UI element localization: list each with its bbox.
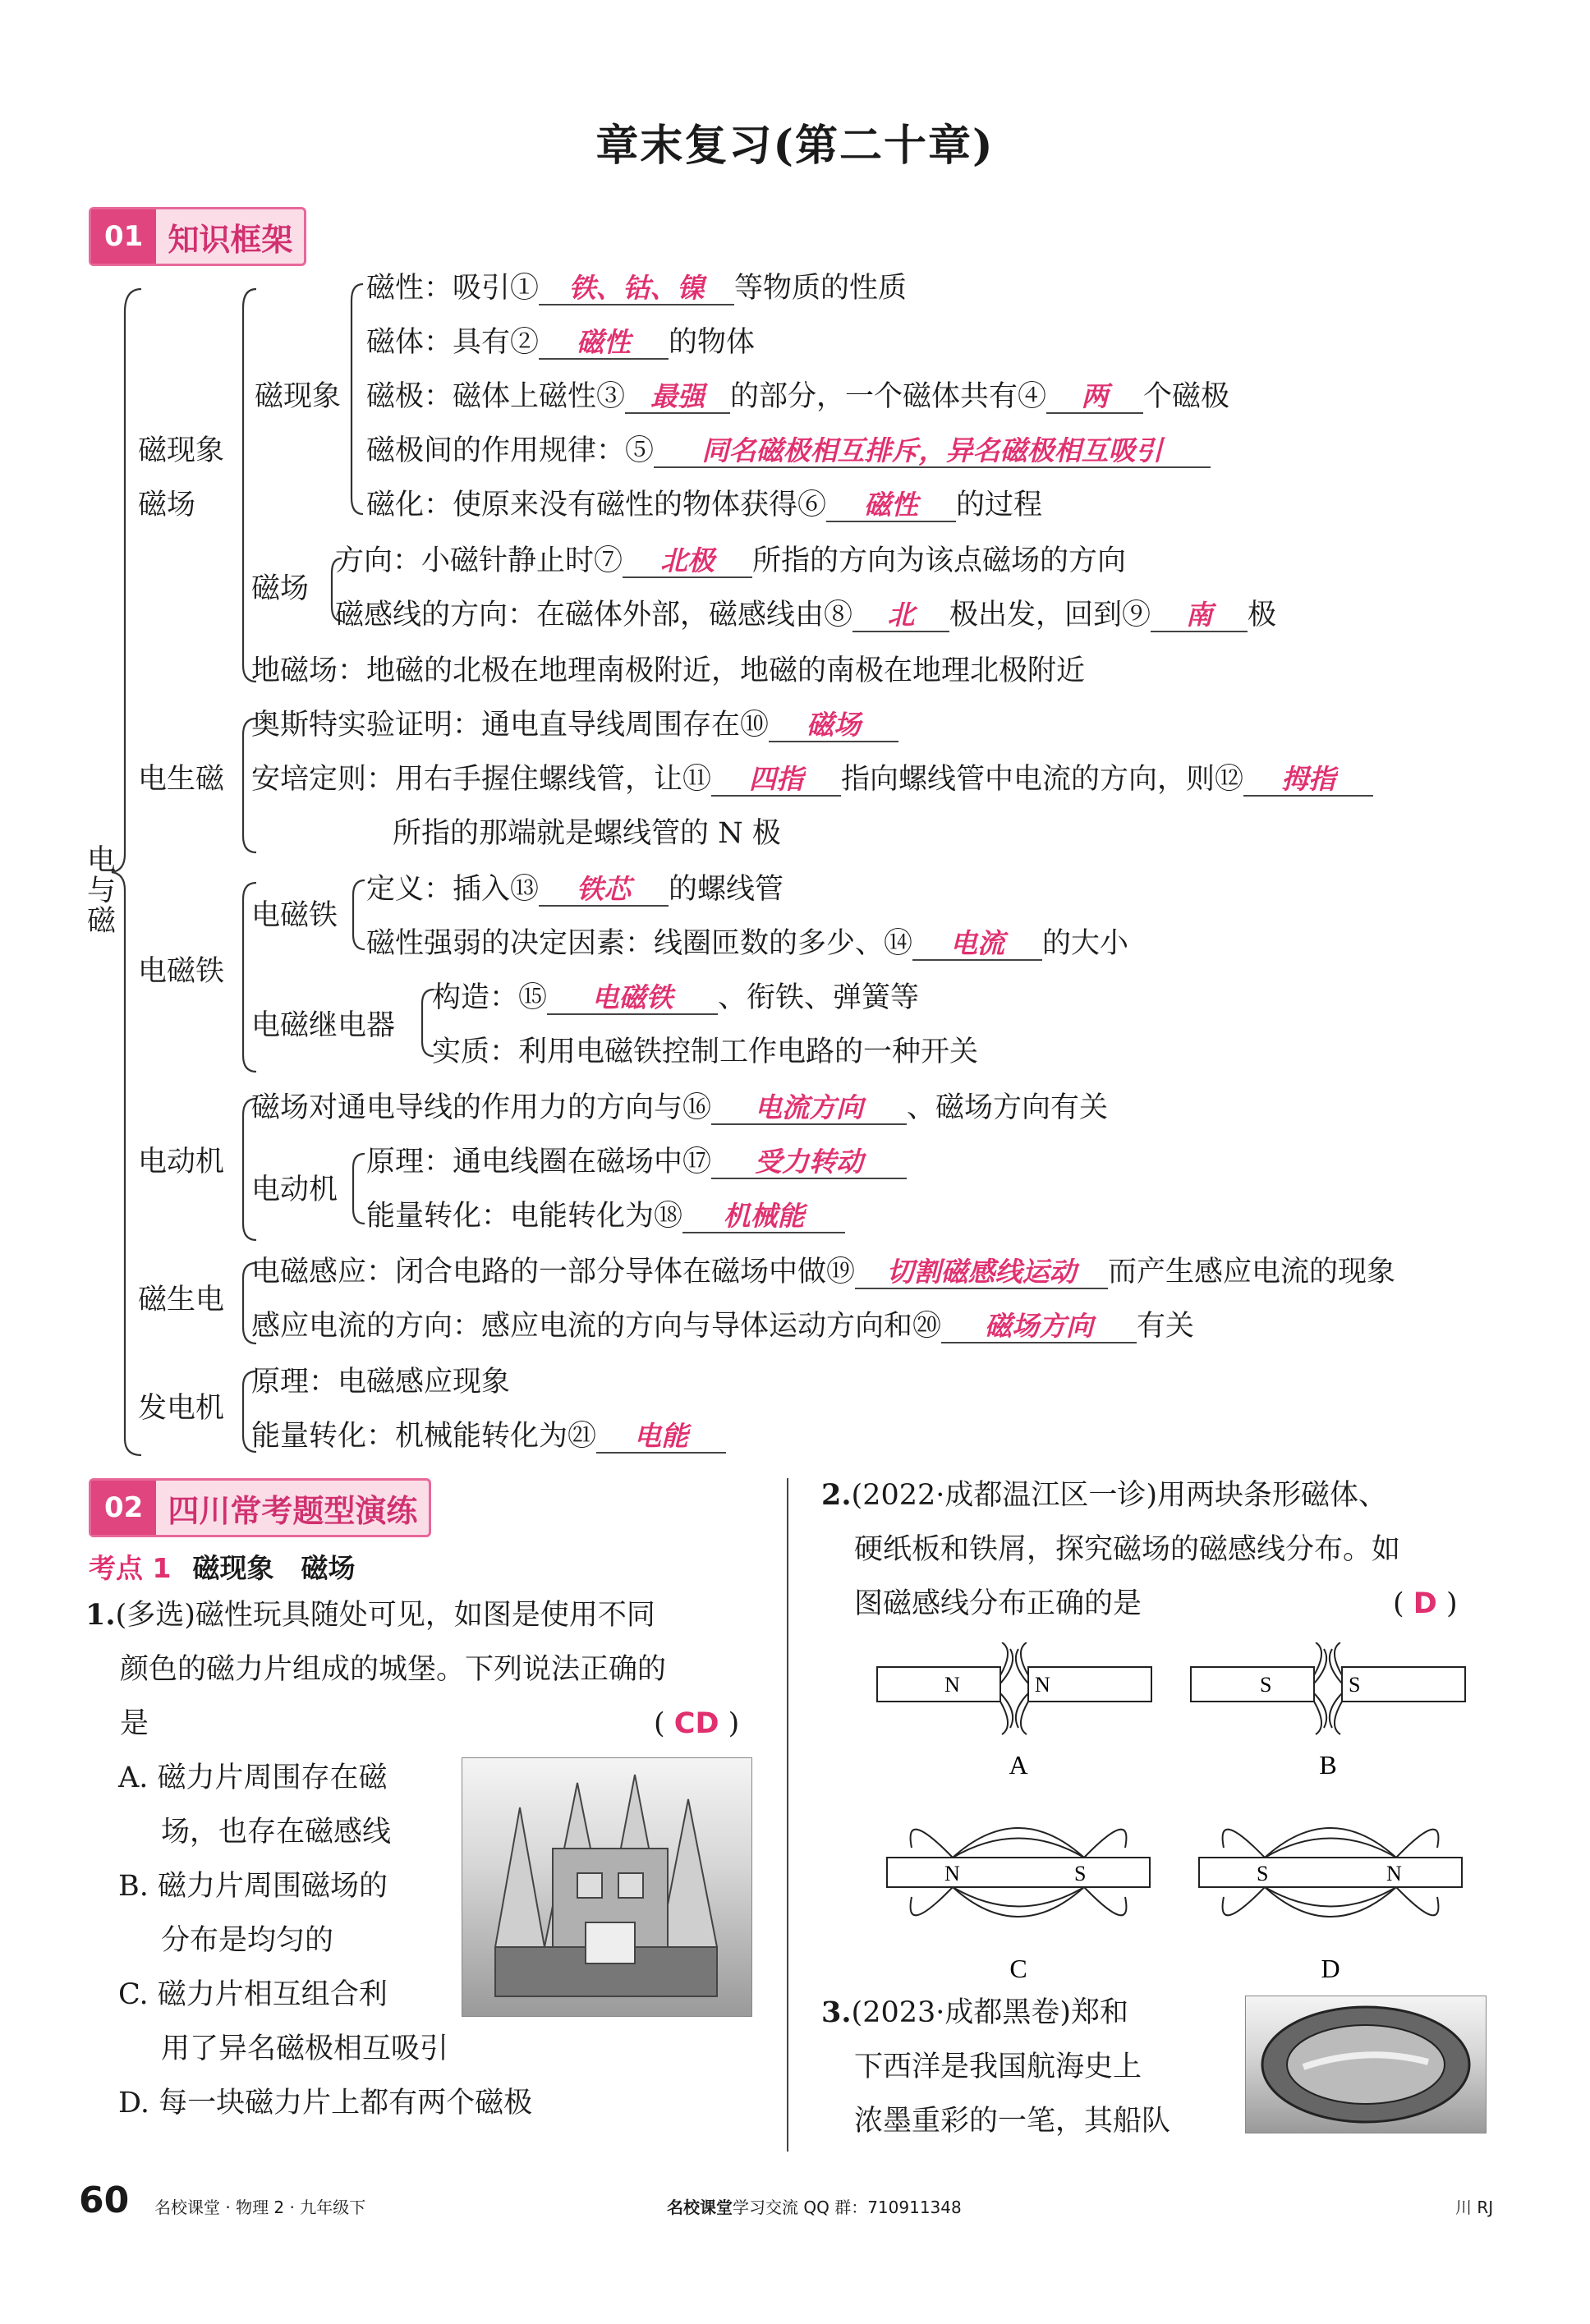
q1-option-a: A. 磁力片周围存在磁	[118, 1761, 388, 1794]
fig-a-caption: A	[1009, 1750, 1028, 1780]
fig-a-left: N	[944, 1673, 960, 1697]
tree-line: 所指的那端就是螺线管的 N 极	[393, 817, 781, 850]
answer-text: D	[1413, 1587, 1437, 1620]
sub-label: 电磁继电器	[251, 1009, 396, 1042]
answer-blank: 电能	[596, 1421, 726, 1454]
section-label: 知识框架	[168, 220, 293, 258]
text: 而产生感应电流的现象	[1108, 1256, 1396, 1288]
bracket-magnet-field	[243, 289, 256, 682]
tree-line: 原理：电磁感应现象	[251, 1366, 511, 1399]
q1-option-a-cont: 场，也存在磁感线	[161, 1816, 392, 1849]
tree-line	[335, 544, 1126, 578]
tree-line	[251, 1419, 726, 1454]
answer-blank: 拇指	[1243, 764, 1373, 797]
q3-line-2: 下西洋是我国航海史上	[854, 2051, 1142, 2083]
page-title: 章末复习(第二十章)	[595, 121, 995, 171]
root-char: 与	[87, 874, 117, 907]
text: 磁性强弱的决定因素：线圈匝数的多少、⑭	[366, 927, 913, 960]
group-label: 磁生电	[138, 1284, 225, 1316]
q2-answer: ( D )	[1393, 1587, 1458, 1620]
key-point-1	[89, 1547, 355, 1586]
text: 能量转化：机械能转化为㉑	[251, 1420, 597, 1453]
figure-c	[887, 1828, 1150, 1983]
answer-blank: 四指	[711, 764, 841, 797]
text: (2022·成都温江区一诊)用两块条形磁体、	[851, 1479, 1388, 1512]
fig-b-right: S	[1349, 1673, 1361, 1697]
text: 磁极：磁体上磁性③	[366, 380, 626, 413]
text: 个磁极	[1143, 380, 1230, 413]
q2-line-3: 图磁感线分布正确的是	[854, 1587, 1142, 1620]
tree-line	[366, 488, 1042, 522]
text: 、磁场方向有关	[907, 1091, 1109, 1124]
footer-brand: 名校课堂	[667, 2198, 733, 2217]
castle-drawing	[462, 1758, 751, 2016]
bracket-root	[112, 289, 141, 1455]
text: 的物体	[669, 326, 756, 359]
answer-text: CD	[673, 1707, 719, 1740]
answer-blank: 磁性	[539, 327, 669, 360]
q2-figures	[854, 1642, 1528, 1987]
section-label: 四川常考题型演练	[168, 1491, 418, 1529]
answer-blank: 电磁铁	[547, 982, 718, 1015]
tree-line	[251, 1309, 1194, 1343]
footer-right: 川 RJ	[1455, 2198, 1494, 2217]
root-char: 磁	[87, 904, 117, 938]
group-label: 磁现象	[138, 434, 225, 467]
text: 构造：⑮	[432, 981, 548, 1014]
sub-label: 电磁铁	[251, 899, 338, 932]
tree-line	[251, 1091, 1108, 1125]
text: 磁化：使原来没有磁性的物体获得⑥	[366, 489, 827, 521]
fig-c-caption: C	[1009, 1954, 1027, 1983]
text: 有关	[1137, 1310, 1195, 1343]
footer-qq: 学习交流 QQ 群：710911348	[733, 2198, 962, 2217]
bracket-em-define	[353, 880, 365, 949]
q1-option-d: D. 每一块磁力片上都有两个磁极	[118, 2087, 533, 2120]
q1-option-c: C. 磁力片相互组合利	[118, 1978, 388, 2011]
footer-left: 名校课堂 · 物理 2 · 九年级下	[154, 2198, 366, 2217]
sub-label: 磁现象	[255, 380, 342, 413]
answer-blank: 电流	[912, 928, 1042, 961]
text: (2023·成都黑卷)郑和	[851, 1996, 1129, 2029]
fig-b-caption: B	[1319, 1750, 1337, 1780]
key-point-title: 磁现象 磁场	[192, 1552, 356, 1584]
fig-c-right: S	[1074, 1862, 1087, 1885]
text: 等物质的性质	[734, 272, 908, 305]
root-label	[87, 846, 116, 936]
answer-blank: 受力转动	[711, 1146, 907, 1179]
group-label: 电生磁	[138, 763, 225, 796]
column-divider	[787, 1478, 788, 2152]
answer-blank: 切割磁感线运动	[855, 1256, 1108, 1289]
answer-blank: 同名磁极相互排斥，异名磁极相互吸引	[654, 435, 1211, 468]
answer-blank: 最强	[625, 381, 730, 414]
figure-a	[877, 1642, 1151, 1780]
answer-blank: 磁性	[826, 489, 956, 522]
fig-c-left: N	[944, 1862, 960, 1885]
q3-number: 3.	[821, 1996, 852, 2029]
text: 指向螺线管中电流的方向，则⑫	[841, 763, 1244, 796]
page-number: 60	[79, 2179, 130, 2221]
text: 磁极间的作用规律：⑤	[366, 434, 655, 467]
tree-line	[366, 434, 1211, 468]
q1-line-2: 颜色的磁力片组成的城堡。下列说法正确的	[120, 1653, 667, 1686]
text: 磁场对通电导线的作用力的方向与⑯	[251, 1091, 712, 1124]
text: 奥斯特实验证明：通电直导线周围存在⑩	[251, 709, 770, 742]
text: 的螺线管	[669, 873, 784, 906]
bracket-phenomenon	[352, 284, 363, 514]
tree-line	[251, 708, 898, 742]
group-label: 电磁铁	[138, 955, 225, 988]
tree-line	[432, 981, 919, 1015]
text: 、衔铁、弹簧等	[718, 981, 920, 1014]
text: 的大小	[1042, 927, 1129, 960]
tree-line	[366, 1199, 845, 1233]
answer-blank: 南	[1151, 599, 1248, 632]
tree-line	[366, 325, 755, 360]
answer-blank: 机械能	[682, 1201, 845, 1233]
q2-number: 2.	[821, 1478, 852, 1512]
group-label: 磁场	[138, 489, 196, 521]
tree-line	[366, 926, 1128, 961]
answer-blank: 北极	[623, 545, 752, 578]
text: 电磁感应：闭合电路的一部分导体在磁场中做⑲	[251, 1256, 856, 1288]
fig-a-right: N	[1035, 1673, 1050, 1697]
q2-line-1	[821, 1478, 1387, 1513]
figure-b	[1191, 1642, 1465, 1780]
q3-line-1	[821, 1996, 1128, 2030]
footer-center	[667, 2194, 962, 2218]
answer-blank: 铁芯	[539, 874, 669, 907]
tree-line	[366, 872, 784, 907]
tree-line: 地磁场：地磁的北极在地理南极附近，地磁的南极在地理北极附近	[251, 654, 1086, 687]
castle-photo	[462, 1757, 752, 2017]
q1-line-3: 是	[120, 1707, 149, 1740]
group-label: 电动机	[138, 1146, 225, 1178]
answer-blank: 磁场	[769, 710, 898, 742]
tree-line	[366, 379, 1229, 414]
sub-label: 磁场	[251, 572, 310, 605]
text: 所指的方向为该点磁场的方向	[752, 544, 1127, 577]
compass-photo	[1245, 1996, 1487, 2133]
text: 定义：插入⑬	[366, 873, 540, 906]
fig-b-left: S	[1260, 1673, 1272, 1697]
tree-line	[366, 271, 907, 305]
q2-line-2: 硬纸板和铁屑，探究磁场的磁感线分布。如	[854, 1533, 1401, 1566]
section-number: 01	[91, 209, 156, 264]
answer-blank: 磁场方向	[941, 1311, 1137, 1343]
text: 感应电流的方向：感应电流的方向与导体运动方向和⑳	[251, 1310, 942, 1343]
tree-line	[366, 1145, 907, 1179]
tree-line: 实质：利用电磁铁控制工作电路的一种开关	[432, 1036, 979, 1068]
fig-d-right: N	[1386, 1862, 1402, 1885]
section-header-exercises	[89, 1478, 431, 1537]
key-point-label: 考点 1	[89, 1552, 172, 1584]
fig-d-caption: D	[1321, 1954, 1340, 1983]
answer-blank: 电流方向	[711, 1092, 907, 1125]
fig-d-left: S	[1257, 1862, 1269, 1885]
text: 磁感线的方向：在磁体外部，磁感线由⑧	[335, 599, 853, 632]
text: 的部分，一个磁体共有④	[730, 380, 1047, 413]
q3-line-3: 浓墨重彩的一笔，其船队	[854, 2105, 1171, 2138]
q1-line-1	[85, 1598, 655, 1633]
q1-option-b: B. 磁力片周围磁场的	[118, 1870, 388, 1903]
text: 磁性：吸引①	[366, 272, 540, 305]
text: 极出发，回到⑨	[949, 599, 1151, 632]
text: 的过程	[956, 489, 1043, 521]
text: 安培定则：用右手握住螺线管，让⑪	[251, 763, 712, 796]
text: 原理：通电线圈在磁场中⑰	[366, 1146, 712, 1178]
group-label: 发电机	[138, 1392, 225, 1425]
q1-option-c-cont: 用了异名磁极相互吸引	[161, 2032, 449, 2065]
text: 能量转化：电能转化为⑱	[366, 1200, 683, 1233]
text: (多选)磁性玩具随处可见，如图是使用不同	[115, 1599, 655, 1632]
figure-d	[1199, 1828, 1462, 1983]
compass-drawing	[1246, 1996, 1486, 2133]
q1-number: 1.	[85, 1598, 116, 1632]
section-number: 02	[91, 1481, 156, 1535]
tree-line	[251, 1255, 1395, 1289]
root-char: 电	[87, 844, 117, 877]
answer-blank: 两	[1046, 381, 1143, 414]
text: 磁体：具有②	[366, 326, 540, 359]
sub-label: 电动机	[251, 1173, 338, 1206]
q1-answer: ( CD )	[654, 1707, 740, 1740]
q1-option-b-cont: 分布是均匀的	[161, 1924, 334, 1957]
tree-line	[251, 762, 1373, 797]
bracket-motor-inner	[353, 1154, 365, 1224]
text: 方向：小磁针静止时⑦	[335, 544, 623, 577]
answer-blank: 铁、钴、镍	[539, 273, 734, 305]
text: 极	[1248, 599, 1277, 632]
answer-blank: 北	[852, 599, 949, 632]
tree-line	[335, 598, 1276, 632]
